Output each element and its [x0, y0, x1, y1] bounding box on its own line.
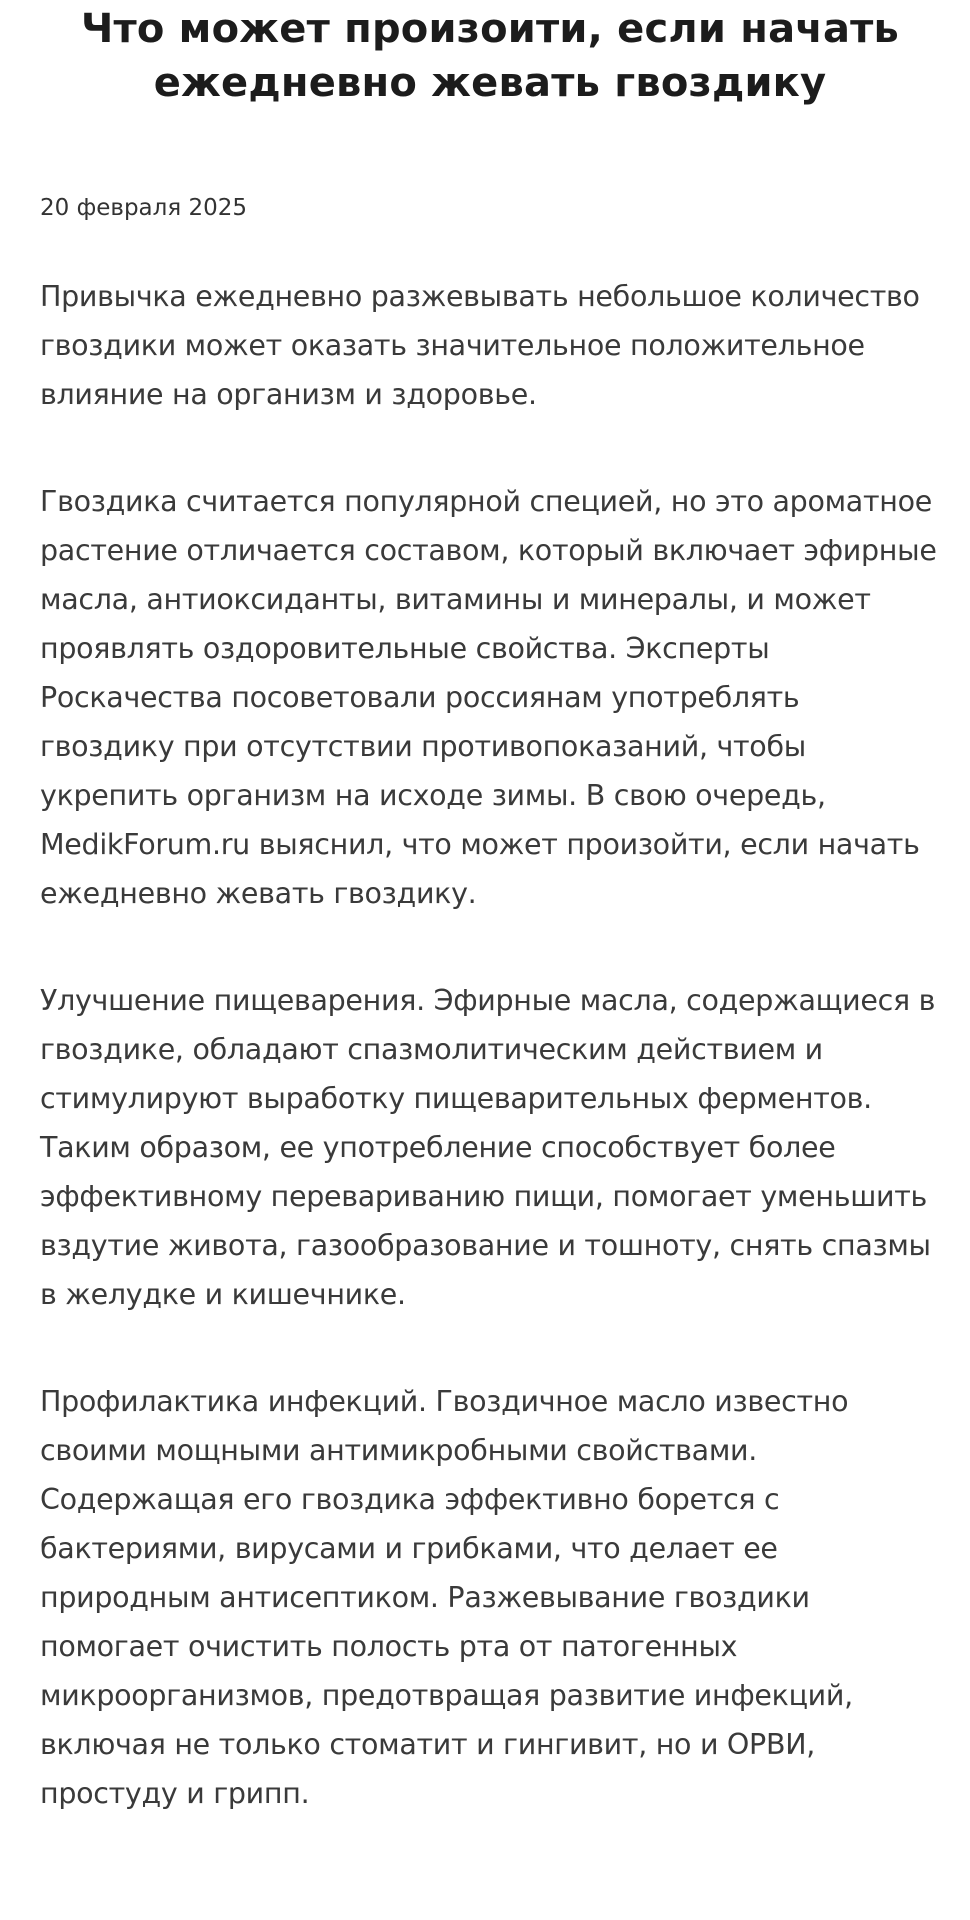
article: [40, 0, 940, 1818]
publication-date: 20 февраля 2025: [40, 195, 248, 221]
article-title: Что может произоити, если начать ежедневно жевать гвоздику: [80, 6, 900, 106]
article-paragraph-background: Гвоздика считается популярной специей, но это ароматное растение отличается составом, который включает эфирные масла, антиоксиданты, витамины и минералы, и может проявлять оздоровительные свойства. Эксперты Роскачества посоветовали россиянам употреблять гвоздику при отсутствии противопоказаний, чтобы укрепить организм на исходе зимы. В свою очередь, MedikForum.ru выяснил, что может произойти, если начать ежедневно жевать гвоздику.: [40, 485, 937, 910]
article-paragraph-infections: Профилактика инфекций. Гвоздичное масло известно своими мощными антимикробными свойствами. Содержащая его гвоздика эффективно борется с бактериями, вирусами и грибками, что делает ее природным антисептиком. Разжевывание гвоздики помогает очистить полость рта от патогенных микроорганизмов, предотвращая развитие инфекций, включая не только стоматит и гингивит, но и ОРВИ, простуду и грипп.: [40, 1385, 853, 1810]
article-paragraph-digestion: Улучшение пищеварения. Эфирные масла, содержащиеся в гвоздике, обладают спазмолитическим действием и стимулируют выработку пищеварительных ферментов. Таким образом, ее употребление способствует более эффективному перевариванию пищи, помогает уменьшить вздутие живота, газообразование и тошноту, снять спазмы в желудке и кишечнике.: [40, 984, 936, 1311]
article-paragraph-intro: Привычка ежедневно разжевывать небольшое количество гвоздики может оказать значительное положительное влияние на организм и здоровье.: [40, 280, 920, 411]
